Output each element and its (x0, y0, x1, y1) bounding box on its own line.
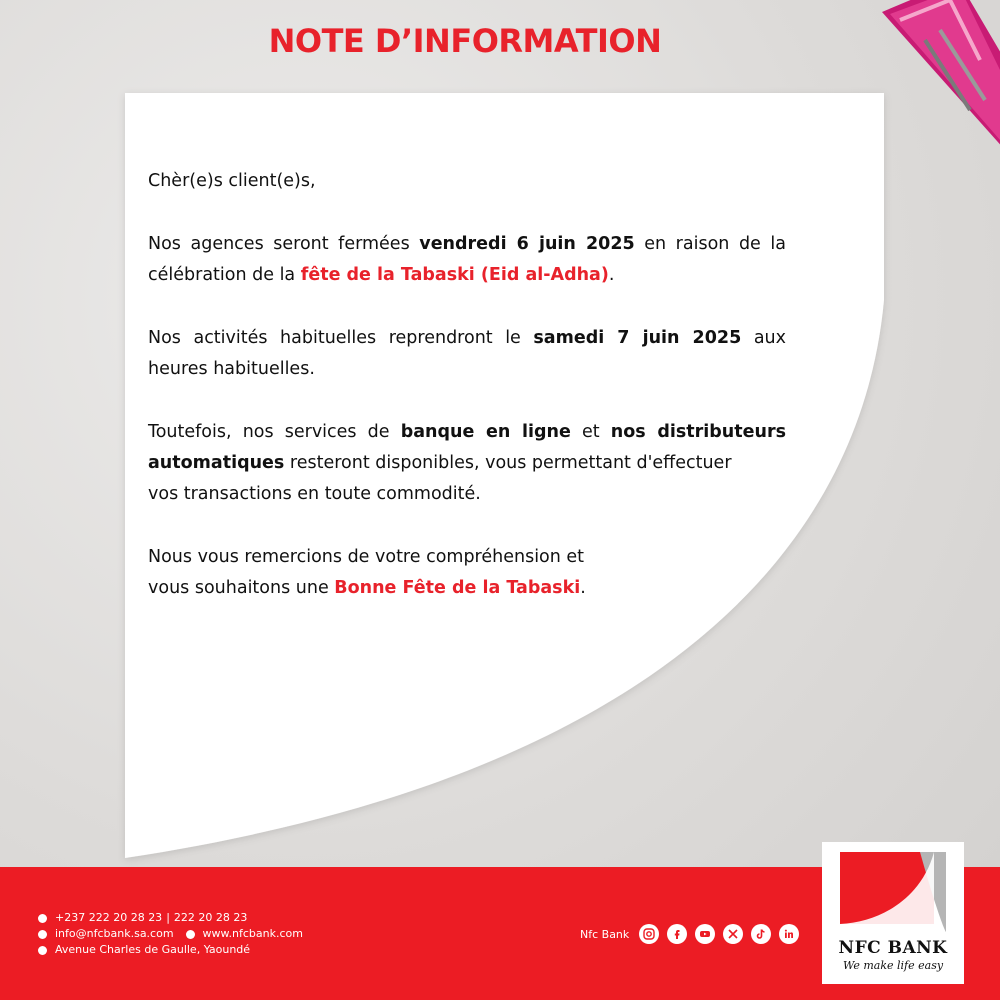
p4-text-b: vous souhaitons une (148, 578, 335, 598)
p1-text-e: . (608, 265, 615, 285)
p2-text-a: Nos activités habituelles reprendront le (148, 328, 534, 348)
phone-icon (38, 914, 47, 923)
atm-services: nos distributeurs automatiques (148, 422, 787, 473)
holiday-name: fête de la Tabaski (Eid al-Adha) (300, 265, 609, 285)
letter-body (148, 166, 786, 636)
location-pin-icon (38, 946, 47, 955)
globe-icon (186, 930, 195, 939)
p3-text-e: resteront disponibles, vous permettant d'effectuer (284, 453, 732, 473)
online-banking: banque en ligne (400, 422, 571, 442)
p1-text-c: en raison de la célébration de la (148, 234, 786, 285)
email-link[interactable]: info@nfcbank.sa.com (55, 927, 174, 940)
contact-info (38, 910, 303, 958)
website-link[interactable]: www.nfcbank.com (202, 927, 303, 940)
phone-separator: | (166, 911, 170, 924)
reopening-date: samedi 7 juin 2025 (533, 328, 742, 348)
phone-number-2[interactable]: 222 20 28 23 (173, 911, 248, 924)
mail-icon (38, 930, 47, 939)
p4-text-d: . (580, 578, 586, 598)
paragraph-closing (148, 542, 786, 604)
closure-date: vendredi 6 juin 2025 (419, 234, 635, 254)
phone-number-1[interactable]: +237 222 20 28 23 (55, 911, 163, 924)
tiktok-icon[interactable] (751, 924, 771, 944)
logo-tagline: We make life easy (842, 959, 944, 972)
p3-text-f: vos transactions en toute commodité. (148, 484, 481, 504)
p2-text-c: aux heures habituelles. (148, 328, 787, 379)
linkedin-icon[interactable] (779, 924, 799, 944)
instagram-icon[interactable] (639, 924, 659, 944)
nfc-bank-logo (822, 842, 964, 984)
p3-text-c: et (570, 422, 611, 442)
greeting: Chèr(e)s client(e)s, (148, 171, 316, 191)
address: Avenue Charles de Gaulle, Yaoundé (55, 943, 251, 956)
social-links (580, 924, 807, 944)
p4-text-a: Nous vous remercions de votre compréhension et (148, 547, 585, 567)
logo-name: NFC BANK (838, 938, 948, 958)
p3-text-a: Toutefois, nos services de (148, 422, 401, 442)
facebook-icon[interactable] (667, 924, 687, 944)
x-icon[interactable] (723, 924, 743, 944)
paragraph-services (148, 417, 786, 510)
youtube-icon[interactable] (695, 924, 715, 944)
p1-text-a: Nos agences seront fermées (148, 234, 420, 254)
paragraph-reopening (148, 323, 786, 385)
holiday-wish: Bonne Fête de la Tabaski (334, 578, 581, 598)
page-title: NOTE D’INFORMATION (268, 22, 662, 60)
brand-handle: Nfc Bank (580, 927, 630, 941)
paragraph-closure (148, 229, 786, 291)
